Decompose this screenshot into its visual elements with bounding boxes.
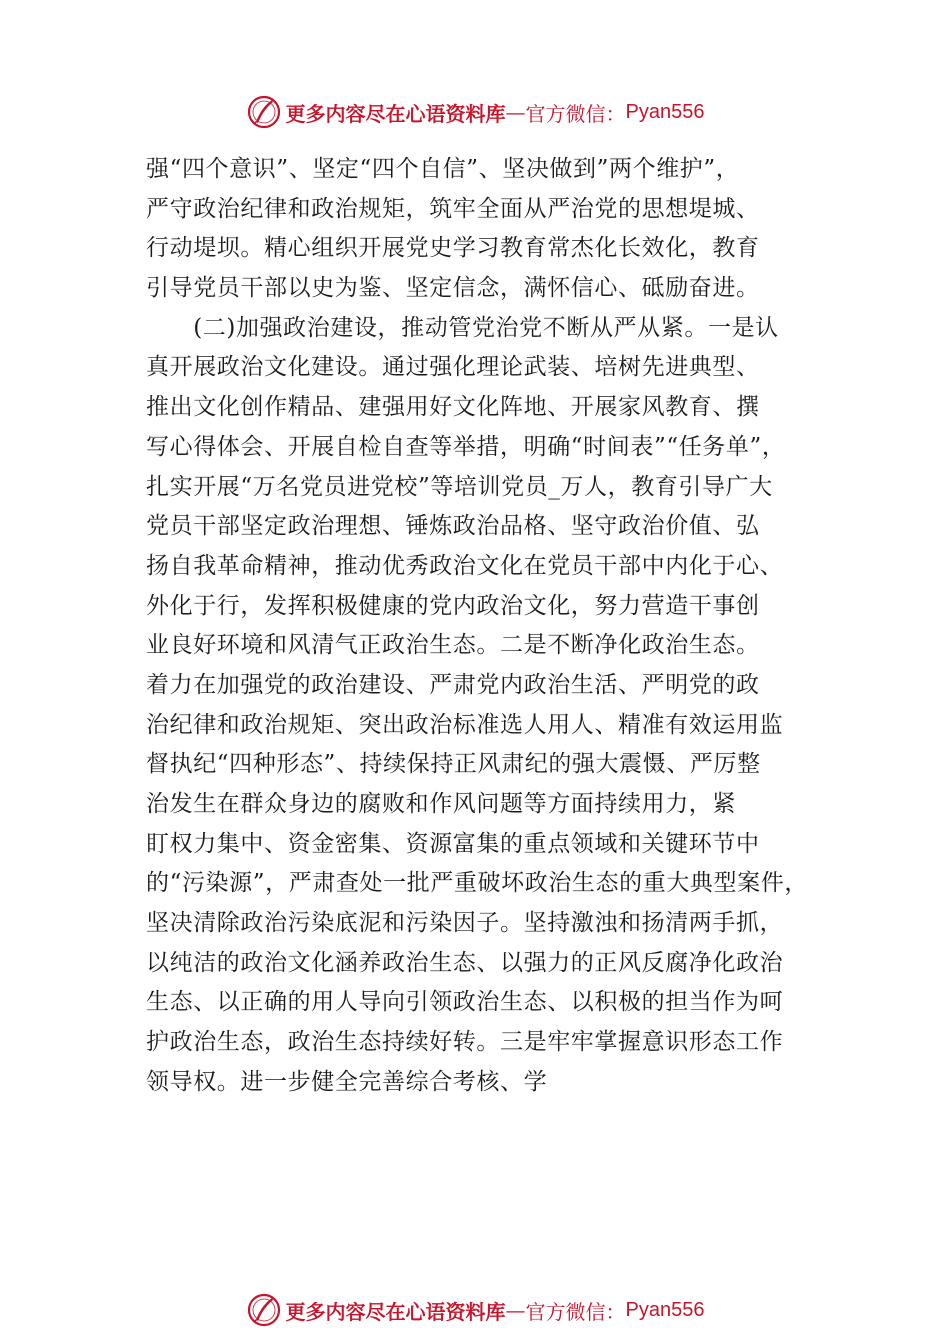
text-line: 业良好环境和风清气正政治生态。二是不断净化政治生态。 (146, 632, 760, 659)
text-line: 领导权。进一步健全完善综合考核、学 (146, 1068, 548, 1095)
text-line: 着力在加强党的政治建设、严肃党内政治生活、严明党的政 (146, 671, 760, 698)
text-line: 护政治生态，政治生态持续好转。三是牢牢掌握意识形态工作 (146, 1029, 784, 1056)
banner-dash: — (505, 100, 526, 124)
quill-pen-seal-icon (246, 1292, 282, 1328)
banner-dash: — (505, 1298, 526, 1322)
document-body (146, 150, 846, 1103)
text-line: 的“污染源”，严肃查处一批严重破坏政治生态的重大典型案件， (146, 870, 808, 897)
text-line: 盯权力集中、资金密集、资源富集的重点领域和关键环节中 (146, 830, 760, 857)
text-line: 行动堤坝。精心组织开展党史学习教育常杰化长效化，教育 (146, 235, 760, 262)
header-banner (0, 92, 950, 132)
text-line: 引导党员干部以史为鉴、坚定信念，满怀信心、砥励奋进。 (146, 275, 760, 302)
banner-wechat-label: 官方微信： (525, 101, 626, 126)
banner-main-text: 更多内容尽在心语资料库 (285, 1299, 506, 1324)
text-line: 治纪律和政治规矩、突出政治标准选人用人、精准有效运用监 (146, 711, 784, 738)
quill-pen-seal-icon (246, 94, 282, 130)
text-line: 严守政治纪律和政治规矩，筑牢全面从严治党的思想堤城、 (146, 195, 760, 222)
banner-wechat-label: 官方微信： (525, 1299, 626, 1324)
text-line: 督执纪“四种形态”、持续保持正风肃纪的强大震慑、严厉整 (146, 751, 761, 778)
text-line: 以纯洁的政治文化涵养政治生态、以强力的正风反腐净化政治 (146, 949, 784, 976)
text-line: 扬自我革命精神，推动优秀政治文化在党员干部中内化于心、 (146, 552, 784, 579)
text-line: (二)加强政治建设，推动管党治党不断从严从紧。一是认 (146, 314, 779, 341)
footer-banner (0, 1290, 950, 1330)
banner-main-text: 更多内容尽在心语资料库 (285, 101, 506, 126)
text-line: 生态、以正确的用人导向引领政治生态、以积极的担当作为呵 (146, 989, 784, 1016)
text-line: 推出文化创作精品、建强用好文化阵地、开展家风教育、撰 (146, 394, 760, 421)
text-line: 党员干部坚定政治理想、锤炼政治品格、坚守政治价值、弘 (146, 513, 760, 540)
text-line: 外化于行，发挥积极健康的党内政治文化，努力营造干事创 (146, 592, 760, 619)
banner-wechat-account: Pyan556 (625, 1298, 705, 1321)
text-line: 坚决清除政治污染底泥和污染因子。坚持激浊和扬清两手抓， (146, 910, 784, 937)
text-line: 强“四个意识”、坚定“四个自信”、坚决做到”两个维护”， (146, 156, 740, 182)
text-line: 治发生在群众身边的腐败和作风问题等方面持续用力，紧 (146, 791, 736, 817)
text-line: 扎实开展“万名党员进党校”等培训党员_万人，教育引导广大 (146, 473, 773, 500)
text-line: 写心得体会、开展自检自查等举措，明确“时间表”“任务单”， (146, 433, 786, 460)
text-line: 真开展政治文化建设。通过强化理论武装、培树先进典型、 (146, 354, 760, 381)
banner-wechat-account: Pyan556 (625, 100, 705, 123)
